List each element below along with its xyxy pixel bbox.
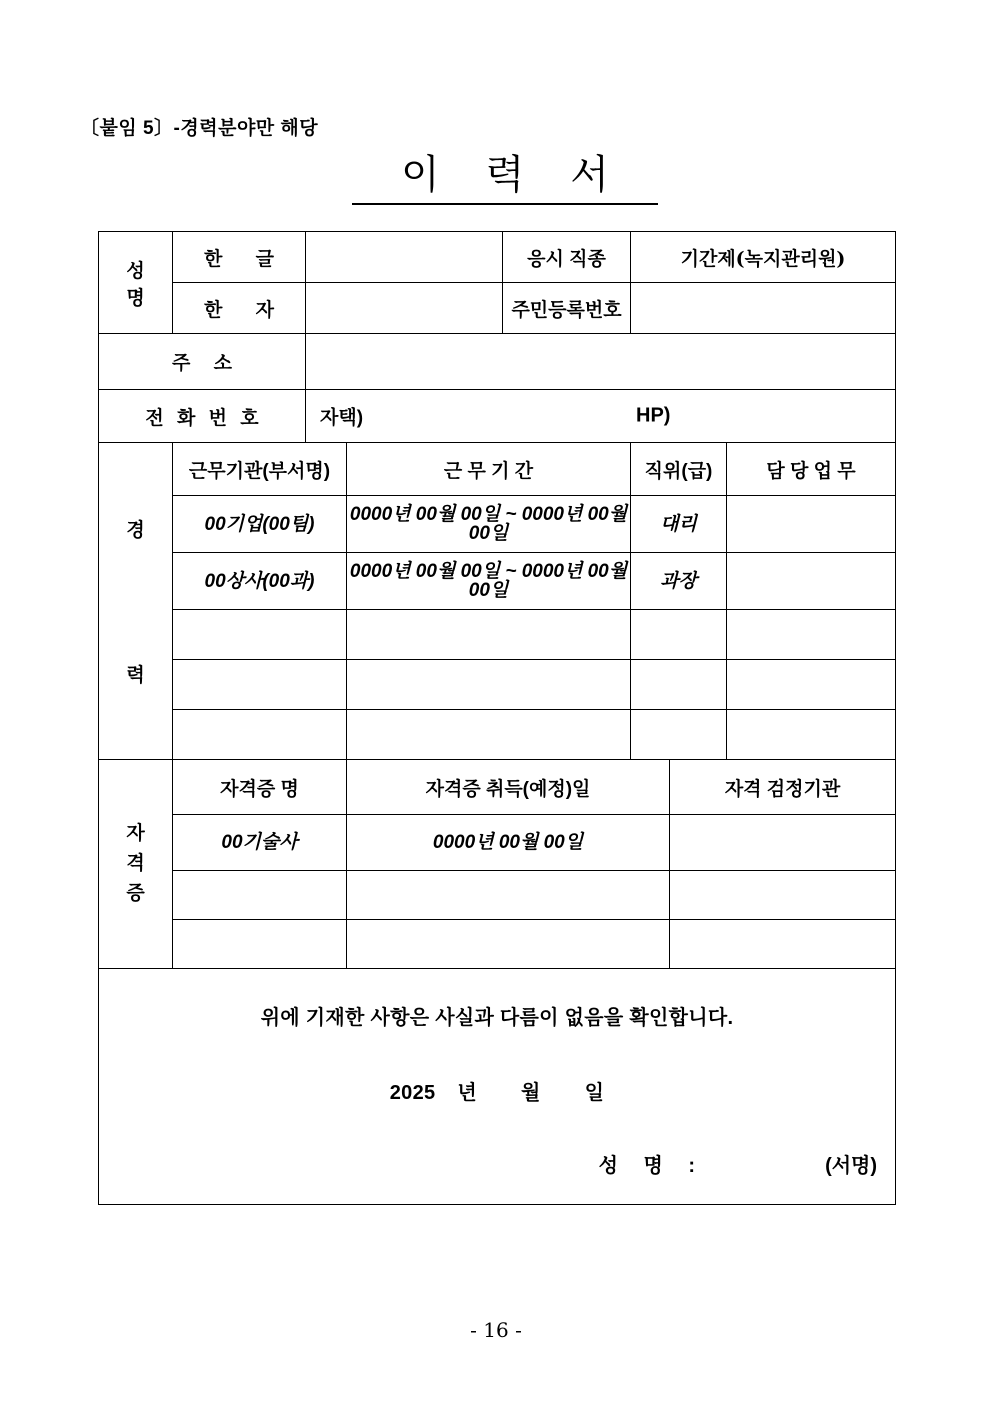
certification-row <box>99 871 896 920</box>
declaration-month-label: 월 <box>521 1082 541 1104</box>
career-position-cell[interactable]: 대리 <box>631 496 727 553</box>
name-hangul-row <box>99 232 896 283</box>
career-row <box>99 610 896 660</box>
career-duties-cell[interactable] <box>727 610 896 660</box>
career-period-cell[interactable]: 0000년 00월 00일 ~ 0000년 00월 00일 <box>347 553 631 610</box>
phone-label: 전 화 번 호 <box>99 390 306 443</box>
career-duties-cell[interactable] <box>727 553 896 610</box>
career-duties-cell[interactable] <box>727 660 896 710</box>
career-row <box>99 660 896 710</box>
hanja-value-field[interactable] <box>306 283 503 334</box>
resident-number-field[interactable] <box>631 283 896 334</box>
declaration-row <box>99 969 896 1205</box>
career-row <box>99 710 896 760</box>
certification-issuer-cell[interactable] <box>670 815 896 871</box>
hangul-value-field[interactable] <box>306 232 503 283</box>
certification-issuer-cell[interactable] <box>670 920 896 969</box>
certification-section-label <box>99 760 173 969</box>
name-label-top: 성 <box>126 260 145 282</box>
career-period-cell[interactable] <box>347 610 631 660</box>
career-period-cell[interactable] <box>347 710 631 760</box>
certification-date-cell[interactable] <box>347 920 670 969</box>
career-period-cell[interactable]: 0000년 00월 00일 ~ 0000년 00월 00일 <box>347 496 631 553</box>
career-header-row <box>99 443 896 496</box>
attachment-note: 〔붙임 5〕-경력분야만 해당 <box>80 118 319 139</box>
page-title: 이력서 <box>352 152 658 205</box>
career-position-cell[interactable] <box>631 660 727 710</box>
certification-name-cell[interactable] <box>173 920 347 969</box>
resident-number-label: 주민등록번호 <box>503 283 631 334</box>
certification-header-name: 자격증 명 <box>173 760 347 815</box>
name-label-bottom: 명 <box>126 287 145 309</box>
certification-label-char: 자 <box>126 823 145 844</box>
resume-form-table <box>98 231 896 1205</box>
career-duties-cell[interactable] <box>727 710 896 760</box>
career-header-period: 근 무 기 간 <box>347 443 631 496</box>
signature-name-label: 성 명 : <box>598 1155 706 1177</box>
career-duties-cell[interactable] <box>727 496 896 553</box>
declaration-date <box>99 1076 895 1105</box>
declaration-year: 2025 <box>389 1082 436 1104</box>
career-header-organization: 근무기관(부서명) <box>173 443 347 496</box>
certification-date-cell[interactable] <box>347 871 670 920</box>
career-label-top: 경 <box>126 520 145 541</box>
certification-header-issuer: 자격 검정기관 <box>670 760 896 815</box>
certification-header-row <box>99 760 896 815</box>
career-section-label <box>99 443 173 760</box>
declaration-day-label: 일 <box>584 1082 605 1104</box>
hangul-label: 한 글 <box>173 232 306 283</box>
certification-label-char: 격 <box>126 853 145 874</box>
declaration-signature-line <box>99 1149 895 1178</box>
address-row <box>99 334 896 390</box>
job-type-value: 기간제(녹지관리원) <box>631 232 896 283</box>
certification-name-cell[interactable]: 00기술사 <box>173 815 347 871</box>
name-section-label <box>99 232 173 334</box>
career-organization-cell[interactable]: 00상사(00과) <box>173 553 347 610</box>
certification-date-cell[interactable]: 0000년 00월 00일 <box>347 815 670 871</box>
phone-home-label: 자택) <box>320 407 364 429</box>
career-position-cell[interactable] <box>631 710 727 760</box>
declaration-year-label: 년 <box>457 1082 478 1104</box>
certification-issuer-cell[interactable] <box>670 871 896 920</box>
career-row <box>99 553 896 610</box>
address-field[interactable] <box>306 334 896 390</box>
certification-label-char: 증 <box>126 883 145 904</box>
career-organization-cell[interactable] <box>173 660 347 710</box>
career-label-bottom: 력 <box>126 665 145 686</box>
career-row <box>99 496 896 553</box>
signature-label: (서명) <box>825 1155 878 1177</box>
name-hanja-row <box>99 283 896 334</box>
certification-header-date: 자격증 취득(예정)일 <box>347 760 670 815</box>
career-header-position: 직위(급) <box>631 443 727 496</box>
declaration-block <box>99 969 895 1204</box>
career-position-cell[interactable]: 과장 <box>631 553 727 610</box>
phone-row <box>99 390 896 443</box>
hanja-label: 한 자 <box>173 283 306 334</box>
career-period-cell[interactable] <box>347 660 631 710</box>
certification-name-cell[interactable] <box>173 871 347 920</box>
career-organization-cell[interactable]: 00기업(00팀) <box>173 496 347 553</box>
phone-mobile-label: HP) <box>636 404 671 427</box>
career-organization-cell[interactable] <box>173 710 347 760</box>
page-number: - 16 - <box>470 1318 522 1342</box>
declaration-statement: 위에 기재한 사항은 사실과 다름이 없음을 확인합니다. <box>260 1007 734 1029</box>
certification-row <box>99 815 896 871</box>
job-type-label: 응시 직종 <box>503 232 631 283</box>
address-label: 주 소 <box>99 334 306 390</box>
declaration-cell <box>99 969 896 1205</box>
career-organization-cell[interactable] <box>173 610 347 660</box>
certification-row <box>99 920 896 969</box>
career-position-cell[interactable] <box>631 610 727 660</box>
career-header-duties: 담 당 업 무 <box>727 443 896 496</box>
phone-fields[interactable] <box>306 390 896 443</box>
